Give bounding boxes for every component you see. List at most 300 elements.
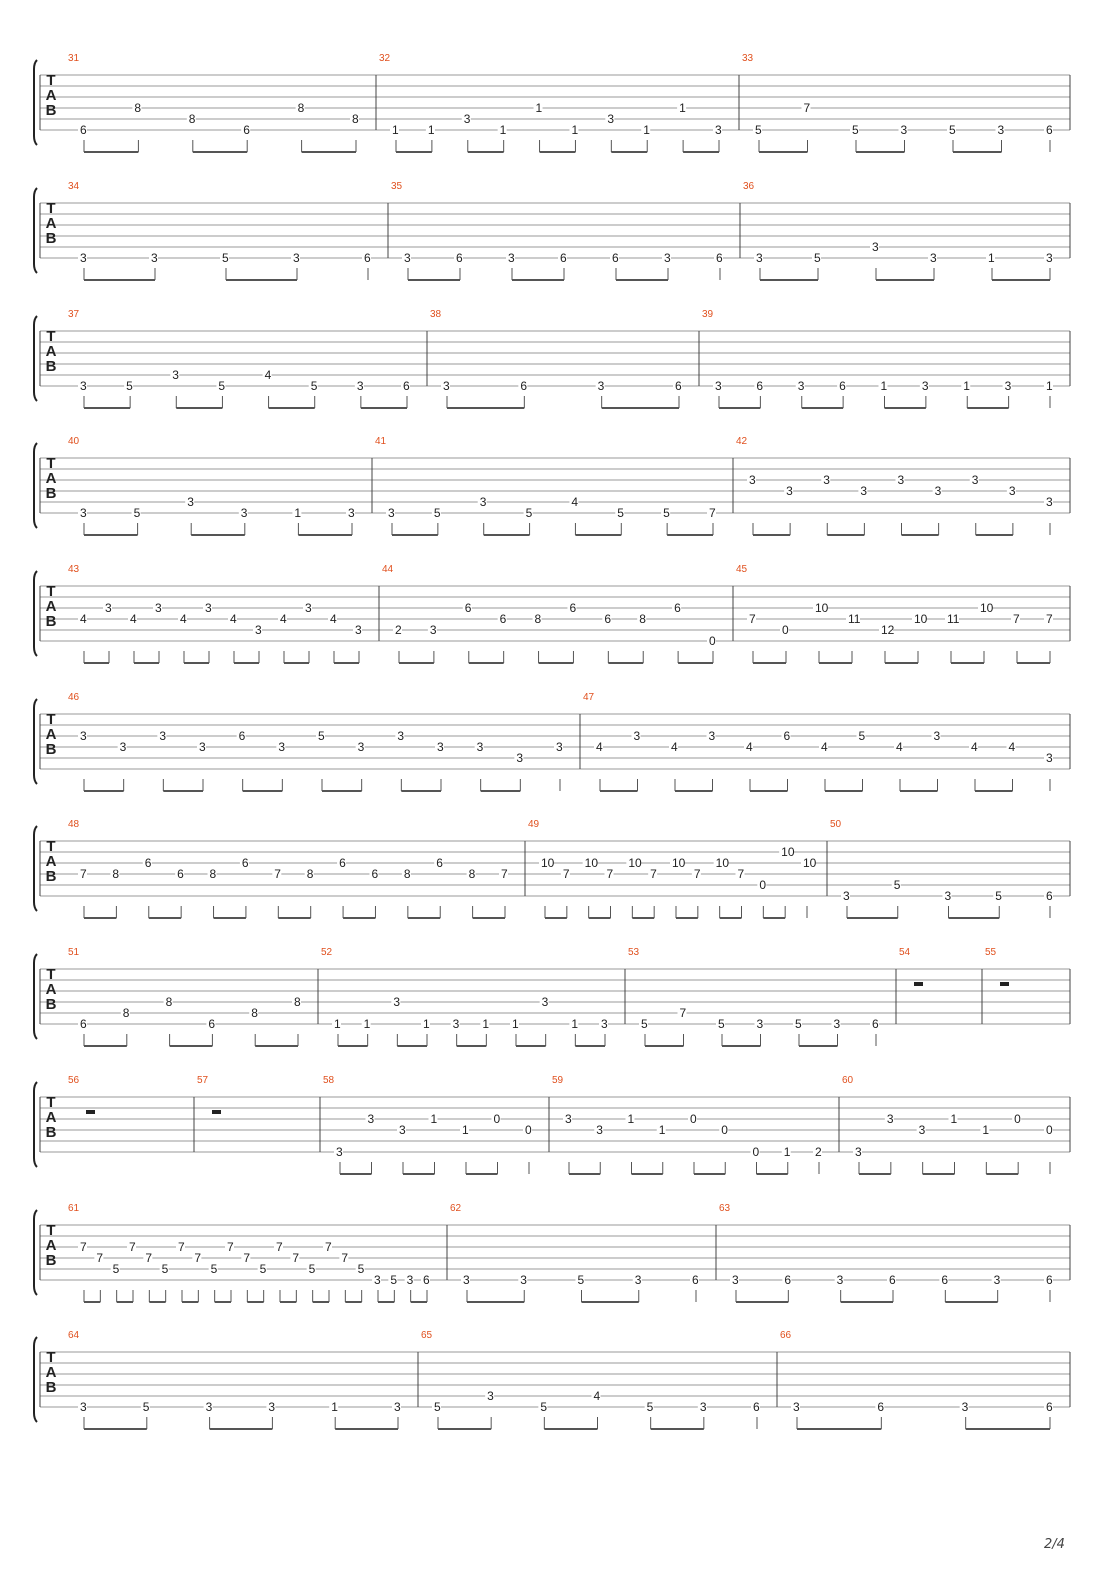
fret-number: 6 [1046,1400,1053,1414]
fret-number: 0 [1046,1123,1053,1137]
fret-number: 3 [348,506,355,520]
fret-number: 3 [732,1273,739,1287]
fret-number: 5 [433,506,441,520]
fret-number: 1 [363,1017,371,1031]
fret-number: 5 [617,506,624,520]
fret-number: 5 [577,1273,585,1287]
fret-number: 3 [268,1400,276,1414]
tab-clef-letter: T [46,1349,56,1366]
tab-clef-letter: T [46,200,56,217]
tab-system [34,1203,1070,1302]
fret-number: 6 [80,123,87,137]
fret-number: 3 [1046,495,1053,509]
fret-number: 1 [423,1017,430,1031]
measure-52 [321,947,608,1046]
fret-number: 7 [562,867,570,881]
fret-number: 6 [499,612,507,626]
fret-number: 5 [893,878,901,892]
fret-number: 8 [188,112,196,126]
fret-number: 10 [803,856,817,870]
rest-symbol [212,1110,221,1114]
tab-clef-letter: T [46,1094,56,1111]
fret-number: 3 [356,379,364,393]
fret-number: 6 [612,251,619,265]
tab-clef-letter: A [45,981,57,998]
fret-number: 4 [330,612,337,626]
measure-number: 57 [197,1075,209,1086]
fret-number: 3 [565,1112,572,1126]
fret-number: 7 [80,1240,87,1254]
fret-number: 8 [534,612,542,626]
fret-number: 3 [80,379,87,393]
fret-number: 0 [721,1123,728,1137]
fret-number: 1 [499,123,507,137]
fret-number: 5 [390,1273,398,1287]
measure-number: 63 [719,1203,731,1214]
fret-number: 1 [571,123,579,137]
measure-58 [323,1075,532,1174]
fret-number: 12 [881,623,895,637]
fret-number: 5 [222,251,229,265]
fret-number: 10 [672,856,686,870]
fret-number: 3 [756,251,763,265]
fret-number: 1 [294,506,302,520]
fret-number: 4 [130,612,137,626]
tab-clef-letter: A [45,1364,57,1381]
fret-number: 0 [1014,1112,1021,1126]
measure-number: 55 [985,947,997,958]
fret-number: 6 [520,379,528,393]
fret-number: 6 [403,379,410,393]
fret-number: 6 [692,1273,699,1287]
tab-clef-letter: B [45,230,57,247]
fret-number: 1 [880,379,888,393]
measure-number: 36 [743,181,755,192]
fret-number: 3 [508,251,515,265]
fret-number: 6 [436,856,443,870]
tab-clef-letter: A [45,87,57,104]
measure-40 [68,436,355,535]
tab-system [34,692,1070,791]
fret-number: 0 [525,1123,532,1137]
tab-clef-letter: B [45,1379,57,1396]
fret-number: 3 [463,1273,470,1287]
fret-number: 3 [80,251,87,265]
fret-number: 3 [921,379,929,393]
fret-number: 1 [963,379,970,393]
tab-clef-letter: T [46,328,56,345]
fret-number: 3 [452,1017,460,1031]
measure-59 [552,1075,822,1174]
fret-number: 5 [995,889,1002,903]
fret-number: 5 [142,1400,150,1414]
fret-number: 3 [971,473,979,487]
fret-number: 8 [468,867,476,881]
fret-number: 3 [159,729,167,743]
fret-number: 4 [180,612,187,626]
fret-number: 7 [501,867,508,881]
fret-number: 7 [679,1006,687,1020]
fret-number: 5 [259,1262,267,1276]
fret-number: 7 [80,867,87,881]
fret-number: 7 [194,1251,202,1265]
fret-number: 5 [646,1400,654,1414]
fret-number: 3 [429,623,437,637]
measure-38 [430,309,682,408]
measure-48 [68,819,508,918]
fret-number: 3 [399,1123,406,1137]
fret-number: 3 [80,729,87,743]
fret-number: 3 [205,1400,213,1414]
fret-number: 3 [793,1400,800,1414]
fret-number: 0 [782,623,789,637]
fret-number: 11 [848,612,861,626]
fret-number: 1 [988,251,995,265]
fret-number: 3 [394,1400,401,1414]
fret-number: 3 [388,506,395,520]
measure-number: 41 [375,436,387,447]
rest-symbol [914,982,923,986]
fret-number: 8 [134,101,142,115]
fret-number: 3 [240,506,248,520]
fret-number: 5 [641,1017,648,1031]
fret-number: 10 [584,856,599,870]
fret-number: 2 [395,623,402,637]
tab-system [34,53,1070,152]
fret-number: 1 [1046,379,1053,393]
measure-51 [68,947,301,1046]
fret-number: 3 [855,1145,862,1159]
tab-clef-letter: T [46,455,56,472]
tab-clef-letter: B [45,1252,57,1269]
fret-number: 3 [367,1112,375,1126]
fret-number: 0 [690,1112,697,1126]
fret-number: 10 [541,856,555,870]
fret-number: 3 [199,740,206,754]
fret-number: 0 [493,1112,501,1126]
measure-62 [450,1203,699,1302]
fret-number: 3 [476,740,484,754]
measure-60 [842,1075,1053,1174]
measure-65 [421,1330,760,1429]
fret-number: 6 [177,867,184,881]
fret-number: 5 [112,1262,120,1276]
fret-number: 4 [230,612,237,626]
fret-number: 4 [671,740,678,754]
tab-clef-letter: T [46,1222,56,1239]
measure-number: 39 [702,309,714,320]
fret-number: 6 [783,729,791,743]
tab-clef-letter: B [45,868,57,885]
tab-clef-letter: T [46,966,56,983]
measure-number: 58 [323,1075,335,1086]
fret-number: 3 [516,751,524,765]
fret-number: 10 [715,856,730,870]
fret-number: 5 [133,506,141,520]
fret-number: 5 [949,123,956,137]
fret-number: 6 [941,1273,949,1287]
fret-number: 6 [238,729,246,743]
fret-number: 3 [749,473,756,487]
fret-number: 3 [1008,484,1016,498]
fret-number: 6 [674,601,681,615]
system-bracket [34,699,37,784]
fret-number: 3 [305,601,312,615]
measure-34 [68,181,371,280]
tab-clef-letter: A [45,1109,57,1126]
tab-system [34,819,1070,918]
fret-number: 3 [708,729,716,743]
fret-number: 4 [971,740,978,754]
fret-number: 3 [664,251,671,265]
measure-number: 50 [830,819,842,830]
fret-number: 3 [404,251,411,265]
measure-63 [719,1203,1053,1302]
fret-number: 5 [318,729,325,743]
fret-number: 6 [144,856,152,870]
tab-system [34,1075,1070,1174]
fret-number: 3 [487,1389,494,1403]
measure-35 [391,181,723,280]
fret-number: 3 [961,1400,969,1414]
fret-number: 5 [434,1400,441,1414]
fret-number: 3 [860,484,868,498]
fret-number: 7 [129,1240,136,1254]
measure-number: 64 [68,1330,80,1341]
fret-number: 4 [280,612,287,626]
page-number: 2/4 [1044,1537,1065,1552]
fret-number: 3 [886,1112,894,1126]
measure-number: 56 [68,1075,80,1086]
fret-number: 4 [896,740,903,754]
fret-number: 3 [374,1273,381,1287]
system-bracket [34,1210,37,1295]
measure-number: 33 [742,53,754,64]
tab-clef-letter: B [45,613,57,630]
measure-number: 46 [68,692,80,703]
measure-number: 60 [842,1075,854,1086]
measure-number: 51 [68,947,80,958]
fret-number: 7 [227,1240,234,1254]
fret-number: 3 [993,1273,1001,1287]
fret-number: 6 [241,856,249,870]
fret-number: 10 [815,601,829,615]
rest-symbol [1000,982,1009,986]
fret-number: 3 [1046,251,1053,265]
fret-number: 4 [264,368,272,382]
fret-number: 7 [650,867,657,881]
tab-clef-letter: A [45,343,57,360]
fret-number: 6 [756,379,764,393]
fret-number: 6 [604,612,612,626]
tab-system [34,309,1070,408]
fret-number: 3 [80,506,87,520]
fret-number: 6 [675,379,682,393]
measure-46 [68,692,563,791]
fret-number: 3 [541,995,549,1009]
fret-number: 3 [397,729,405,743]
fret-number: 3 [597,379,605,393]
fret-number: 8 [297,101,305,115]
fret-number: 3 [437,740,444,754]
fret-number: 5 [814,251,821,265]
fret-number: 1 [679,101,686,115]
tab-clef-letter: T [46,838,56,855]
measure-number: 40 [68,436,80,447]
fret-number: 1 [982,1123,990,1137]
measure-36 [743,181,1053,280]
fret-number: 3 [155,601,162,615]
fret-number: 0 [709,634,716,648]
measure-number: 42 [736,436,748,447]
measure-number: 54 [899,947,911,958]
fret-number: 6 [1046,1273,1053,1287]
fret-number: 3 [836,1273,844,1287]
measure-number: 34 [68,181,80,192]
fret-number: 2 [815,1145,822,1159]
fret-number: 5 [126,379,133,393]
measure-39 [702,309,1053,408]
measure-61 [68,1203,430,1302]
fret-number: 8 [294,995,301,1009]
fret-number: 7 [606,867,614,881]
measure-43 [68,564,362,663]
measure-number: 52 [321,947,333,958]
fret-number: 3 [934,484,942,498]
fret-number: 10 [781,845,795,859]
fret-number: 1 [331,1400,338,1414]
fret-number: 5 [795,1017,802,1031]
measure-number: 62 [450,1203,462,1214]
fret-number: 6 [80,1017,87,1031]
fret-number: 3 [933,729,941,743]
measure-number: 45 [736,564,748,575]
fret-number: 7 [749,612,756,626]
fret-number: 6 [877,1400,885,1414]
tab-clef-letter: B [45,358,57,375]
fret-number: 3 [151,251,158,265]
fret-number: 6 [243,123,250,137]
measure-33 [742,53,1053,152]
system-bracket [34,954,37,1039]
fret-number: 6 [889,1273,896,1287]
fret-number: 3 [872,240,879,254]
fret-number: 4 [821,740,828,754]
fret-number: 3 [1004,379,1012,393]
measure-number: 32 [379,53,391,64]
measure-number: 37 [68,309,80,320]
fret-number: 8 [122,1006,130,1020]
fret-number: 6 [456,251,463,265]
tab-system [34,181,1070,280]
tab-clef-letter: B [45,996,57,1013]
fret-number: 5 [210,1262,218,1276]
fret-number: 3 [715,379,722,393]
fret-number: 3 [479,495,487,509]
fret-number: 5 [858,729,866,743]
measure-number: 31 [68,53,80,64]
fret-number: 6 [784,1273,792,1287]
fret-number: 3 [172,368,179,382]
fret-number: 3 [105,601,112,615]
fret-number: 3 [80,1400,87,1414]
fret-number: 3 [556,740,563,754]
tab-system [34,947,1070,1046]
fret-number: 7 [1046,612,1053,626]
measure-number: 43 [68,564,80,575]
fret-number: 1 [783,1145,791,1159]
fret-number: 3 [944,889,952,903]
fret-number: 10 [628,856,642,870]
fret-number: 0 [752,1145,760,1159]
fret-number: 4 [1008,740,1016,754]
fret-number: 3 [699,1400,707,1414]
measure-53 [628,947,879,1046]
fret-number: 3 [255,623,262,637]
tab-clef-letter: A [45,598,57,615]
fret-number: 8 [352,112,359,126]
fret-number: 3 [443,379,450,393]
fret-number: 6 [1046,123,1053,137]
tab-system [34,436,1070,535]
fret-number: 5 [310,379,318,393]
tab-clef-letter: B [45,485,57,502]
fret-number: 8 [209,867,217,881]
measure-47 [583,692,1053,791]
fret-number: 4 [746,740,753,754]
fret-number: 7 [276,1240,283,1254]
fret-number: 6 [371,867,379,881]
fret-number: 3 [596,1123,603,1137]
measure-number: 61 [68,1203,80,1214]
system-bracket [34,443,37,528]
fret-number: 4 [571,495,579,509]
fret-number: 3 [520,1273,527,1287]
measure-number: 53 [628,947,640,958]
measure-number: 49 [528,819,540,830]
fret-number: 3 [797,379,805,393]
fret-number: 6 [839,379,846,393]
fret-number: 5 [718,1017,725,1031]
system-bracket [34,60,37,145]
fret-number: 1 [643,123,650,137]
fret-number: 4 [80,612,87,626]
fret-number: 3 [601,1017,608,1031]
fret-number: 3 [823,473,830,487]
fret-number: 7 [96,1251,104,1265]
tab-clef-letter: T [46,711,56,728]
fret-number: 1 [392,123,399,137]
measure-number: 44 [382,564,394,575]
measure-64 [68,1330,401,1429]
measure-49 [528,819,817,918]
fret-number: 1 [430,1112,438,1126]
fret-number: 10 [980,601,994,615]
tab-clef-letter: B [45,741,57,758]
fret-number: 3 [930,251,937,265]
fret-number: 6 [208,1017,216,1031]
fret-number: 5 [218,379,226,393]
fret-number: 3 [715,123,722,137]
fret-number: 10 [914,612,928,626]
measure-number: 47 [583,692,595,703]
fret-number: 7 [325,1240,332,1254]
fret-number: 0 [759,878,767,892]
fret-number: 6 [339,856,346,870]
measure-number: 59 [552,1075,564,1086]
measure-50 [830,819,1053,918]
fret-number: 7 [693,867,701,881]
